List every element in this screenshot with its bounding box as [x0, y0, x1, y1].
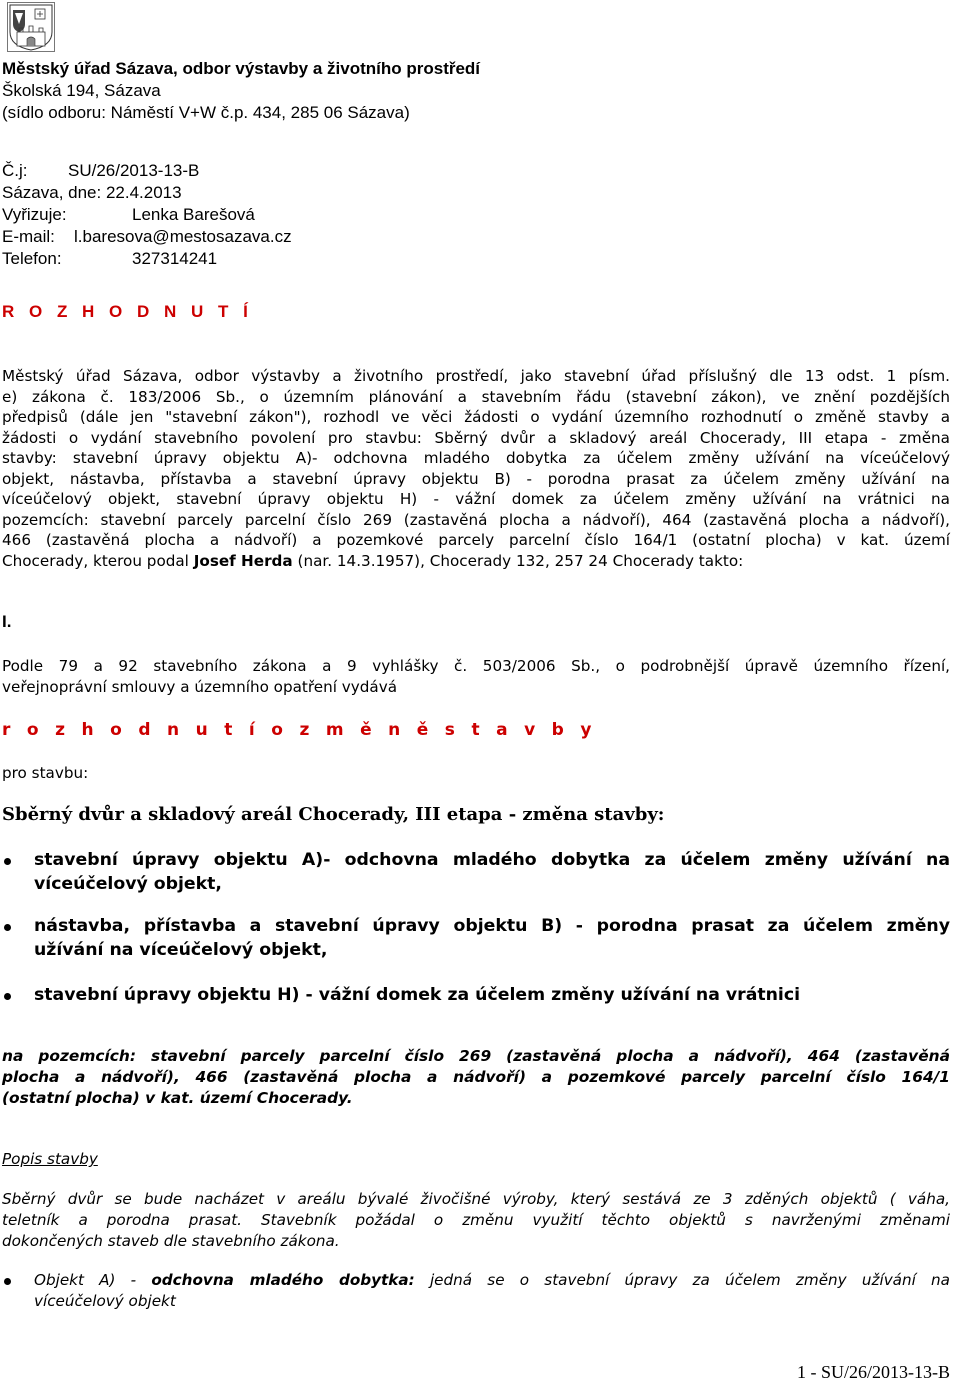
intro-last-line: [2, 551, 950, 572]
handler-label: Vyřizuje:: [2, 205, 67, 224]
phone-label: Telefon:: [2, 249, 62, 268]
intro-line: víceúčelový objekt, stavební úpravy objektu H) - vážní domek za účelem změny užívání na vrátnici na: [2, 490, 950, 508]
object-a-prefix: Objekt A) -: [34, 1271, 152, 1289]
date-row: [2, 182, 292, 204]
intro-line: e) zákona č. 183/2006 Sb., o územním plánování a stavebním řádu (stavební zákon), ve znění pozdějších: [2, 387, 950, 406]
intro-line: žádosti o vydání stavebního povolení pro stavbu: Sběrný dvůr a skladový areál Chocerady, III etapa - změna: [2, 428, 950, 447]
intro-line: stavby: stavební úpravy objektu A)- odchovna mladého dobytka za účelem změny užívání na víceúčelový: [2, 449, 950, 467]
construction-description: [2, 1189, 950, 1252]
intro-line: pozemcích: stavební parcely parcelní číslo 269 (zastavěná plocha a nádvoří), 464 (zastavěná plocha a nádvoří),: [2, 510, 950, 529]
email-link[interactable]: l.baresova@mestosazava.cz: [74, 227, 292, 246]
intro-line: předpisů (dále jen "stavební zákon"), rozhodl ve věci žádosti o vydání územního rozhodnutí o změně stavby a: [2, 408, 950, 426]
list-item-text: [34, 983, 950, 1007]
office-header: [2, 58, 480, 124]
list-item-line: stavební úpravy objektu H) - vážní domek za účelem změny užívání na vrátnici: [34, 985, 801, 1005]
legal-basis-paragraph: [2, 656, 950, 697]
legal-line: veřejnoprávní smlouvy a územního opatření vydává: [2, 677, 398, 696]
bullet-icon: [4, 858, 11, 865]
parcels-line: (ostatní plocha) v kat. území Chocerady.: [2, 1089, 353, 1107]
list-item-line: víceúčelový objekt,: [34, 874, 222, 894]
object-a-line: [34, 1270, 950, 1291]
intro-paragraph: [2, 366, 950, 571]
date-line: Sázava, dne: 22.4.2013: [2, 183, 182, 202]
section-heading-I: I.: [2, 612, 12, 631]
list-item-text: [34, 848, 950, 896]
construction-description-heading: Popis stavby: [2, 1150, 98, 1168]
object-a-text: [34, 1270, 950, 1312]
office-name: Městský úřad Sázava, odbor výstavby a životního prostředí: [2, 59, 481, 78]
applicant-name: Josef Herda: [193, 551, 293, 570]
intro-line: Městský úřad Sázava, odbor výstavby a životního prostředí, jako stavební úřad příslušný dle 13 odst. 1 písm.: [2, 367, 950, 385]
parcels-line: na pozemcích: stavební parcely parcelní číslo 269 (zastavěná plocha a nádvoří), 464 (zastavěná: [2, 1047, 950, 1065]
bullet-icon: [4, 924, 11, 931]
object-a-name: odchovna mladého dobytka:: [151, 1271, 415, 1289]
list-item-line: užívání na víceúčelový objekt,: [34, 940, 328, 960]
legal-line: Podle 79 a 92 stavebního zákona a 9 vyhlášky č. 503/2006 Sb., o podrobnější úpravě územního řízení,: [2, 657, 950, 675]
coat-of-arms-icon: [7, 2, 55, 52]
list-item-line: nástavba, přístavba a stavební úpravy objektu B) - porodna prasat za účelem změny: [34, 916, 950, 936]
list-item-line: stavební úpravy objektu A)- odchovna mladého dobytka za účelem změny užívání na: [34, 850, 950, 870]
intro-line: 466 (zastavěná plocha a nádvoří) a pozemkové parcely parcelní číslo 164/1 (ostatní plocha) v kat. území: [2, 531, 950, 549]
bullet-icon: [4, 993, 11, 1000]
for-construction-label: pro stavbu:: [2, 764, 89, 782]
page-footer: 1 - SU/26/2013-13-B: [797, 1362, 950, 1382]
document-meta: [2, 160, 292, 270]
document-title: R O Z H O D N U T Í: [2, 302, 253, 321]
list-item-text: [34, 914, 950, 962]
object-a-line: víceúčelový objekt: [34, 1292, 176, 1310]
phone-value: 327314241: [132, 249, 218, 268]
description-line: Sběrný dvůr se bude nacházet v areálu bývalé živočišné výroby, který sestává ze 3 zděných objektů ( váha,: [2, 1190, 950, 1208]
parcels-line: plocha a nádvoří), 466 (zastavěná plocha a nádvoří) a pozemkové parcely parcelní číslo 164/1: [2, 1068, 950, 1086]
handler-row: [2, 204, 292, 226]
intro-last-after: (nar. 14.3.1957), Chocerady 132, 257 24 Chocerady takto:: [292, 551, 744, 570]
department-address: (sídlo odboru: Náměstí V+W č.p. 434, 285 06 Sázava): [2, 103, 410, 122]
office-address: Školská 194, Sázava: [2, 81, 161, 100]
construction-title: Sběrný dvůr a skladový areál Chocerady, III etapa - změna stavby:: [2, 804, 665, 825]
parcels-paragraph: [2, 1046, 950, 1109]
reference-label: Č.j:: [2, 161, 28, 180]
description-line: dokončených staveb dle stavebního zákona.: [2, 1232, 340, 1250]
handler-value: Lenka Barešová: [132, 205, 255, 224]
bullet-icon: [4, 1278, 11, 1285]
object-a-rest: jedná se o stavební úpravy za účelem změny užívání na: [414, 1271, 950, 1289]
email-row: [2, 226, 292, 248]
reference-number-row: [2, 160, 292, 182]
reference-value: SU/26/2013-13-B: [68, 161, 200, 180]
description-line: teletník a porodna prasat. Stavebník požádal o změnu využití těchto objektů s navrženými změnami: [2, 1211, 950, 1229]
intro-line: objekt, nástavba, přístavba a stavební úpravy objektu B) - porodna prasat za účelem změny užívání na: [2, 469, 950, 488]
decision-title: r o z h o d n u t í o z m ě n ě s t a v b y: [2, 720, 597, 740]
email-label: E-mail:: [2, 227, 55, 246]
phone-row: [2, 248, 292, 270]
intro-last-before: Chocerady, kterou podal: [2, 551, 194, 570]
